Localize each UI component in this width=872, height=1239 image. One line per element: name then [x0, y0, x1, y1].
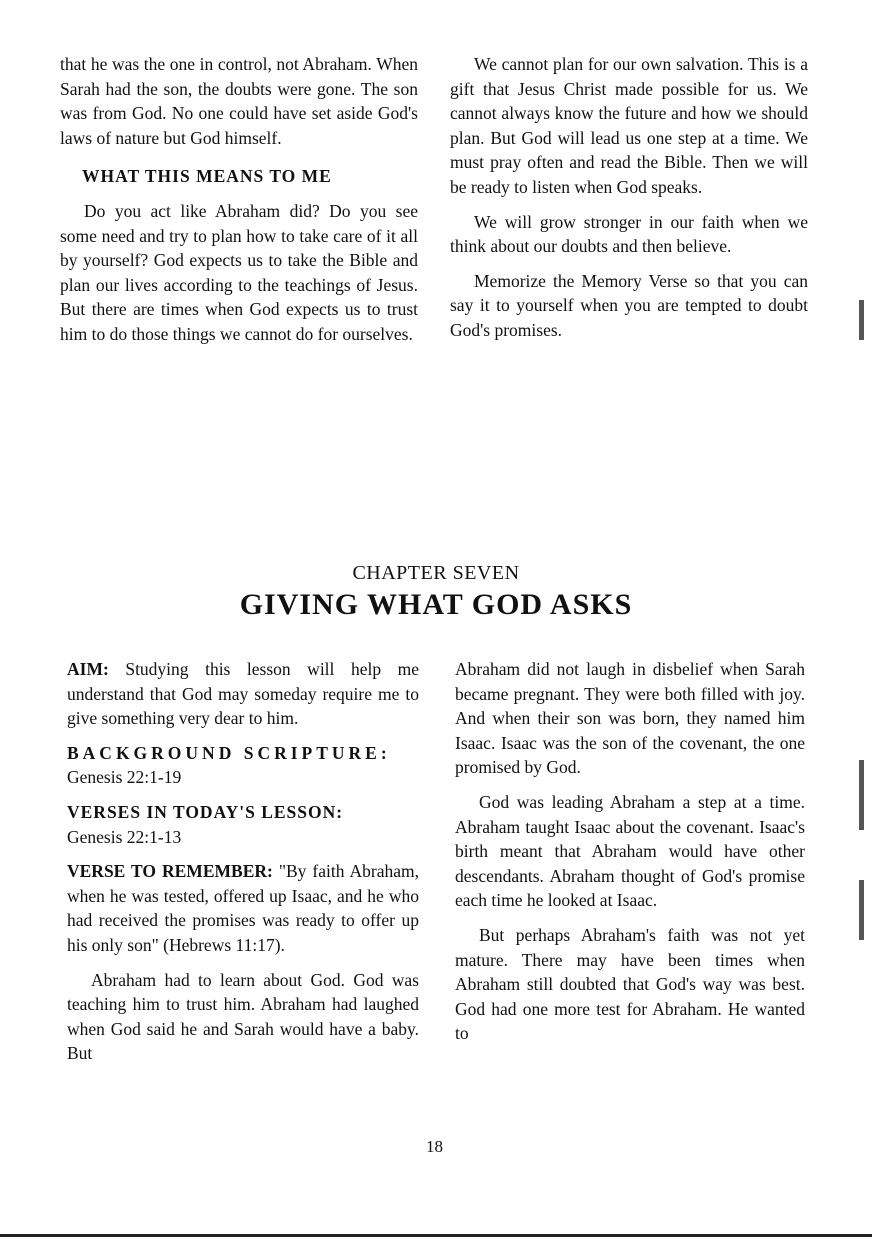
paragraph: Memorize the Memory Verse so that you can say it to yourself when you are tempted to doubt God's promises.	[450, 270, 808, 340]
paragraph: Abraham had to learn about God. God was teaching him to trust him. Abraham had laughed when God said he and Sarah would have a baby. But	[67, 969, 419, 1064]
verse-to-remember	[67, 859, 419, 957]
paragraph: We will grow stronger in our faith when we think about our doubts and then believe.	[450, 211, 808, 257]
scan-artifact	[859, 760, 864, 830]
bottom-left-column	[67, 657, 419, 1076]
background-text: Genesis 22:1-19	[67, 767, 182, 788]
paragraph: Abraham did not laugh in disbelief when Sarah became pregnant. They were both filled with joy. And when their son was born, they named him Isaac. Isaac was the son of the covenant, the one promised by God.	[455, 659, 805, 778]
paragraph: We cannot plan for our own salvation. This is a gift that Jesus Christ made possible for us. We cannot always know the future and how we should plan. But God will lead us one step at a time. We must pray often and read the Bible. Then we will be ready to listen when God speaks.	[450, 54, 808, 197]
scan-artifact	[859, 880, 864, 940]
remember-text: "By faith Abraham, when he was tested, offered up Isaac, and he who had received the promises was ready to offer up his only son" (Hebrews 11:17).	[67, 861, 419, 955]
bottom-rule	[0, 1234, 872, 1237]
paragraph: that he was the one in control, not Abraham. When Sarah had the son, the doubts were gone. The son was from God. No one could have set aside God's laws of nature but God himself.	[60, 54, 418, 148]
aim-label: AIM:	[67, 659, 109, 679]
background-scripture	[67, 741, 419, 790]
page-number: 18	[426, 1137, 443, 1156]
paragraph: God was leading Abraham a step at a time. Abraham taught Isaac about the covenant. Isaac's birth meant that Abraham would have other descendants. Abraham thought of God's promise each time he looked at Isaac.	[455, 791, 805, 911]
paragraph: But perhaps Abraham's faith was not yet mature. There may have been times when Abraham still doubted that God's way was best. God had one more test for Abraham. He wanted to	[455, 924, 805, 1044]
aim	[67, 657, 419, 731]
section-heading: WHAT THIS MEANS TO ME	[82, 166, 332, 187]
remember-label: VERSE TO REMEMBER:	[67, 861, 273, 882]
chapter-title: GIVING WHAT GOD ASKS	[239, 588, 633, 621]
scan-artifact	[859, 300, 864, 340]
chapter-label: CHAPTER SEVEN	[352, 562, 520, 584]
verses-lesson	[67, 800, 419, 849]
verses-label: VERSES IN TODAY'S LESSON:	[67, 801, 344, 822]
bottom-right-column	[455, 657, 805, 1056]
verses-text: Genesis 22:1-13	[67, 826, 182, 847]
aim-text: Studying this lesson will help me understand that God may someday require me to give something very dear to him.	[67, 659, 419, 729]
top-left-column	[60, 52, 418, 357]
top-right-column	[450, 52, 808, 353]
background-label: BACKGROUND SCRIPTURE:	[67, 742, 391, 763]
paragraph: Do you act like Abraham did? Do you see some need and try to plan how to take care of it all by yourself? God expects us to take the Bible and plan our lives according to the teachings of Jesus. But there are times when God expects us to trust him to do those things we cannot do for ourselves.	[60, 200, 418, 344]
